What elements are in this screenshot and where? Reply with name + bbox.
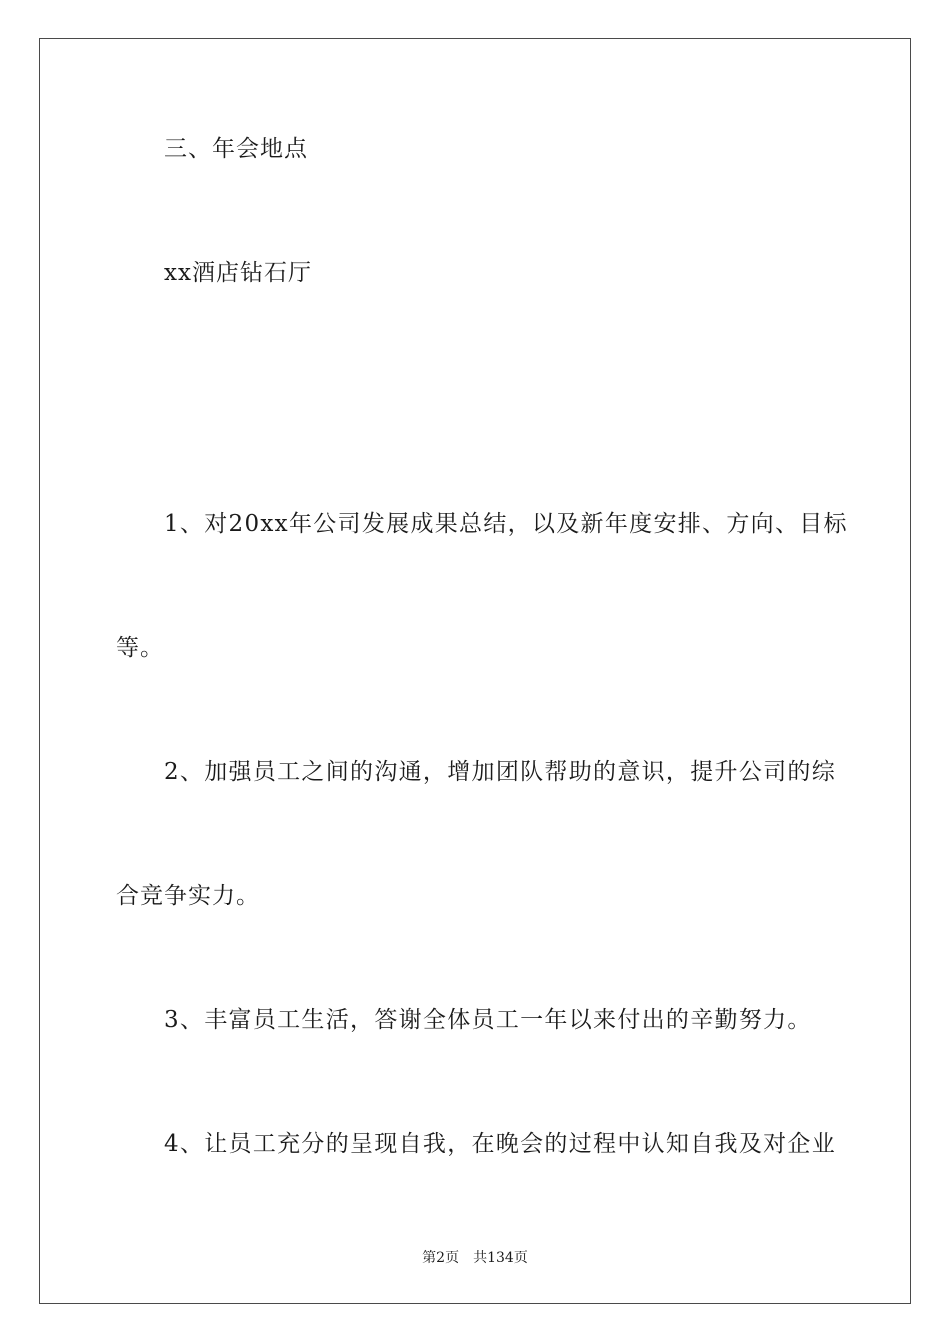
section-heading: 三、年会地点 <box>164 136 308 162</box>
item-2-line-2: 合竞争实力。 <box>116 883 260 909</box>
item-2-line-1: 2、加强员工之间的沟通，增加团队帮助的意识，提升公司的综 <box>164 759 837 785</box>
page-footer <box>0 1249 950 1267</box>
item-3-line-1: 3、丰富员工生活，答谢全体员工一年以来付出的辛勤努力。 <box>164 1007 812 1033</box>
item-1-line-2: 等。 <box>116 635 164 661</box>
item-4-line-1: 4、让员工充分的呈现自我，在晚会的过程中认知自我及对企业 <box>164 1131 837 1157</box>
page-border <box>39 38 911 1304</box>
page-number: 第2页 <box>422 1250 460 1266</box>
venue-text: xx酒店钻石厅 <box>164 260 312 286</box>
item-1-line-1: 1、对20xx年公司发展成果总结，以及新年度安排、方向、目标 <box>164 511 848 537</box>
total-pages: 共134页 <box>473 1250 528 1266</box>
